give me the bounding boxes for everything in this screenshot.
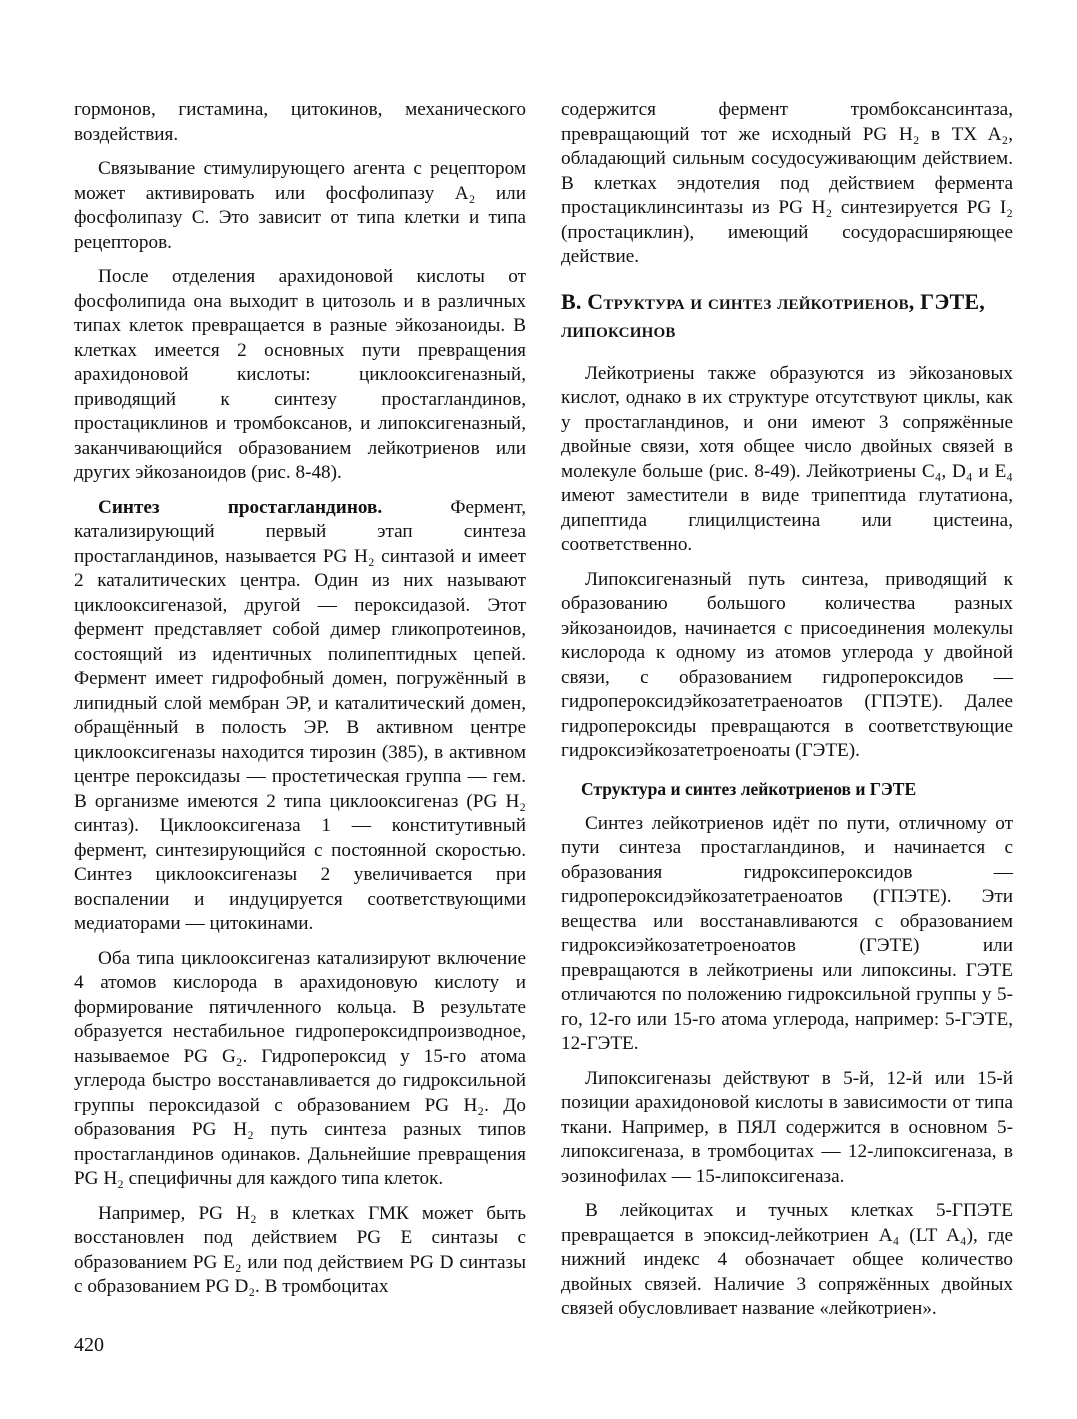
paragraph: Например, PG H₂ в клетках ГМК может быть восстановлен под действием PG E синтазы с образованием PG E₂ или под действием PG D синтазы с образованием PG D₂. В тромбоцитах <box>74 1202 526 1297</box>
page-number: 420 <box>74 1334 104 1356</box>
section-heading: В. Структура и синтез лейкотриенов, ГЭТЕ, липоксинов <box>561 288 985 342</box>
paragraph: гормонов, гистамина, цитокинов, механического воздействия. <box>74 99 526 145</box>
paragraph: содержится фермент тромбоксансинтаза, превращающий тот же исходный PG H₂ в TX A₂, обладающий сильным сосудосуживающим действием. В клетках эндотелия под действием фермента простациклинсинтазы из PG H₂ синтезируется PG I₂ (простациклин), имеющий сосудорасширяющее действие. <box>561 99 1013 267</box>
paragraph: Оба типа циклооксигеназ катализируют включение 4 атомов кислорода в арахидоновую кислоту и формирование пятичленного кольца. В результате образуется нестабильное гидропероксидпроизводное, называемое PG G₂. Гидропероксид у 15-го атома углерода быстро восстанавливается до гидроксильной группы пероксидазой с образованием PG H₂. До образования PG H₂ путь синтеза разных типов простагландинов одинаков. Дальнейшие превращения PG H₂ специфичны для каждого типа клеток. <box>74 947 526 1189</box>
paragraph <box>74 496 526 937</box>
paragraph: Липоксигеназный путь синтеза, приводящий к образованию большого количества разных эйкозаноидов, начинается с присоединения молекулы кислорода к одному из атомов углерода у двойной связи, с образованием гидропероксидов — гидропероксидэйкозатетраеноатов (ГПЭТЕ). Далее гидропероксиды превращаются в соответствующие гидроксиэйкозатетроеноаты (ГЭТЕ). <box>561 568 1013 761</box>
paragraph: В лейкоцитах и тучных клетках 5-ГПЭТЕ превращается в эпоксид-лейкотриен A₄ (LT A₄), где нижний индекс 4 обозначает общее количество двойных связей. Наличие 3 сопряжённых двойных связей обусловливает название «лейкотриен». <box>561 1200 1013 1319</box>
paragraph-text: Фермент, катализирующий первый этап синтеза простагландинов, называется PG H₂ синтазой и имеет 2 каталитических центра. Один из них называют циклооксигеназой, другой — пероксидазой. Этот фермент представляет собой димер гликопротеинов, состоящий из идентичных полипептидных цепей. Фермент имеет гидрофобный домен, погружённый в липидный слой мембран ЭР, и каталитический домен, обращённый в полость ЭР. В активном центре циклооксигеназы находится тирозин (385), в активном центре пероксидазы — простетическая группа — гем. В организме имеются 2 типа циклооксигеназ (PG H₂ синтаз). Циклооксигеназа 1 — конститутивный фермент, синтезирующийся с постоянной скоростью. Синтез циклооксигеназы 2 увеличивается при воспалении и индуцируется соответствующими медиаторами — цитокинами. <box>74 496 526 934</box>
paragraph: После отделения арахидоновой кислоты от фосфолипида она выходит в цитозоль и в различных типах клеток превращается в разные эйкозаноиды. В клетках имеется 2 основных пути превращения арахидоновой кислоты: циклооксигеназный, приводящий к синтезу простагландинов, простациклинов и тромбоксанов, и липоксигеназный, заканчивающийся образованием лейкотриенов или других эйкозаноидов (рис. 8-48). <box>74 266 526 483</box>
left-column <box>74 98 526 1310</box>
paragraph: Липоксигеназы действуют в 5-й, 12-й или 15-й позиции арахидоновой кислоты в зависимости от типа ткани. Например, в ПЯЛ содержится в основном 5-липоксигеназа, в тромбоцитах — 12-липоксигеназа, в эозинофилах — 15-липоксигеназа. <box>561 1067 1013 1187</box>
paragraph: Лейкотриены также образуются из эйкозановых кислот, однако в их структуре отсутствуют циклы, как у простагландинов, и они имеют 3 сопряжённые двойные связи, хотя общее число двойных связей в молекуле больше (рис. 8-49). Лейкотриены C₄, D₄ и E₄ имеют заместители в виде трипептида глутатиона, дипептида глицилцистеина или цистеина, соответственно. <box>561 362 1013 555</box>
right-column <box>561 98 1013 1332</box>
subsection-heading: Структура и синтез лейкотриенов и ГЭТЕ <box>581 778 917 799</box>
paragraph: Синтез лейкотриенов идёт по пути, отличному от пути синтеза простагландинов, и начинается с образования гидроксипероксидов — гидропероксидэйкозатетраеноатов (ГПЭТЕ). Эти вещества или восстанавливаются с образованием гидроксиэйкозатетроеноатов (ГЭТЕ) или превращаются в лейкотриены или липоксины. ГЭТЕ отличаются по положению гидроксильной группы у 5-го, 12-го или 15-го атома углерода, например: 5-ГЭТЕ, 12-ГЭТЕ. <box>561 812 1013 1054</box>
paragraph-lead-in: Синтез простагландинов. <box>98 496 383 518</box>
paragraph: Связывание стимулирующего агента с рецептором может активировать или фосфолипазу A₂ или фосфолипазу C. Это зависит от типа клетки и типа рецепторов. <box>74 158 526 253</box>
